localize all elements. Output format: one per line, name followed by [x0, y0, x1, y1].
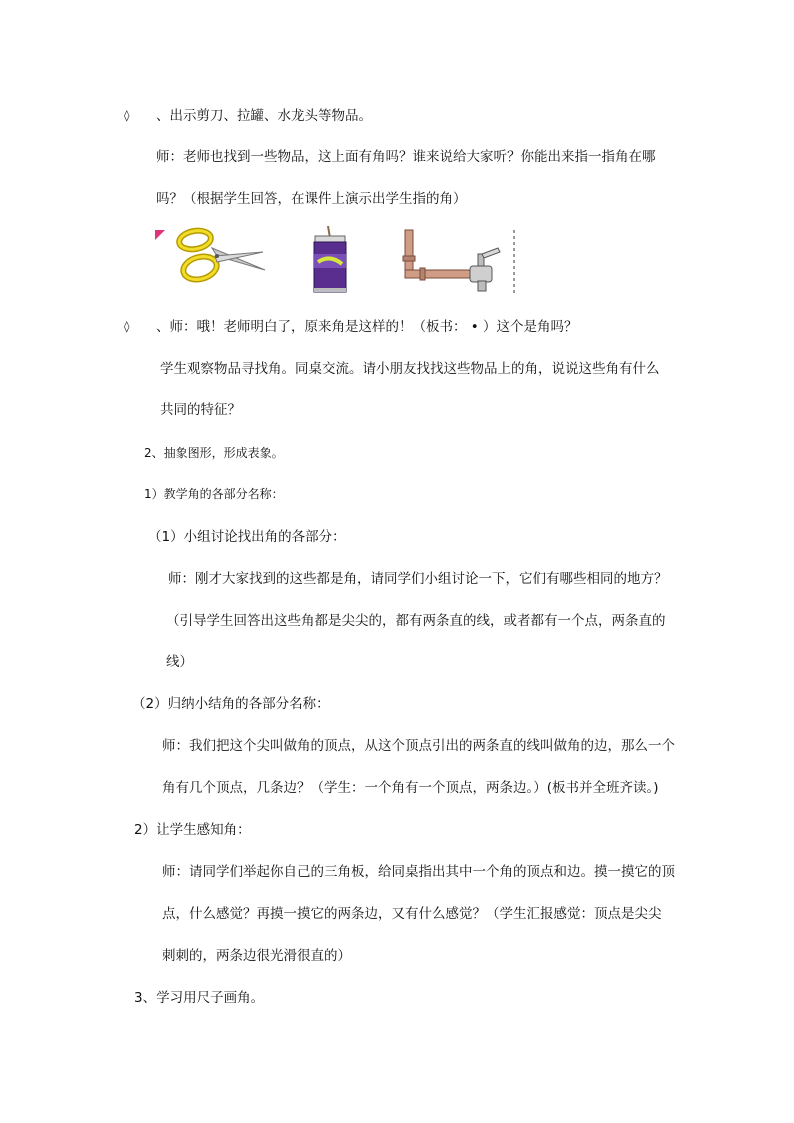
- item1-teacher-line2: 吗？（根据学生回答，在课件上演示出学生指的角）: [156, 191, 467, 207]
- heading-2-1: 1）教学角的各部分名称：: [144, 487, 284, 501]
- perceive-line3: 刺刺的，两条边很光滑很直的）: [162, 948, 351, 964]
- item1-teacher-line1: 师：老师也找到一些物品，这上面有角吗？谁来说给大家听？你能出来指一指角在哪: [156, 149, 656, 165]
- sub2-heading: （2）归纳小结角的各部分名称：: [132, 696, 330, 712]
- perceive-line1: 师：请同学们举起你自己的三角板，给同桌指出其中一个角的顶点和边。摸一摸它的顶: [162, 864, 675, 880]
- bullet-diamond: ◊: [124, 320, 130, 333]
- sub1-heading: （1）小组讨论找出角的各部分：: [148, 529, 346, 545]
- sub1-guide-line2: 线）: [166, 654, 193, 670]
- can-icon: [310, 226, 350, 294]
- item1-text: 、出示剪刀、拉罐、水龙头等物品。: [156, 108, 372, 124]
- heading-2: 2、抽象图形，形成表象。: [144, 446, 284, 460]
- item2-students-line1: 学生观察物品寻找角。同桌交流。请小朋友找找这些物品上的角，说说这些角有什么: [160, 361, 660, 377]
- item2-text: 、师：哦！老师明白了，原来角是这样的！（板书： • ）这个是角吗？: [156, 319, 578, 335]
- bullet-diamond: ◊: [124, 109, 130, 122]
- faucet-image: [400, 226, 520, 296]
- sub2-teacher-line2: 角有几个顶点，几条边？（学生：一个角有一个顶点，两条边。）(板书并全班齐读。): [162, 780, 659, 796]
- item2-students-line2: 共同的特征？: [160, 402, 241, 418]
- sub1-guide-line1: （引导学生回答出这些角都是尖尖的，都有两条直的线，或者都有一个点，两条直的: [166, 613, 666, 629]
- scissors-icon: [155, 226, 267, 286]
- faucet-icon: [400, 226, 520, 296]
- sub1-teacher: 师：刚才大家找到的这些都是角，请同学们小组讨论一下，它们有哪些相同的地方？: [168, 571, 668, 587]
- heading-3: 3、学习用尺子画角。: [134, 990, 265, 1006]
- sub2-teacher-line1: 师：我们把这个尖叫做角的顶点，从这个顶点引出的两条直的线叫做角的边，那么一个: [162, 738, 675, 754]
- perceive-line2: 点，什么感觉？再摸一摸它的两条边，又有什么感觉？（学生汇报感觉：顶点是尖尖: [162, 906, 662, 922]
- can-image: [310, 226, 350, 294]
- heading-2-2: 2）让学生感知角：: [134, 822, 251, 838]
- scissors-image: [155, 226, 267, 286]
